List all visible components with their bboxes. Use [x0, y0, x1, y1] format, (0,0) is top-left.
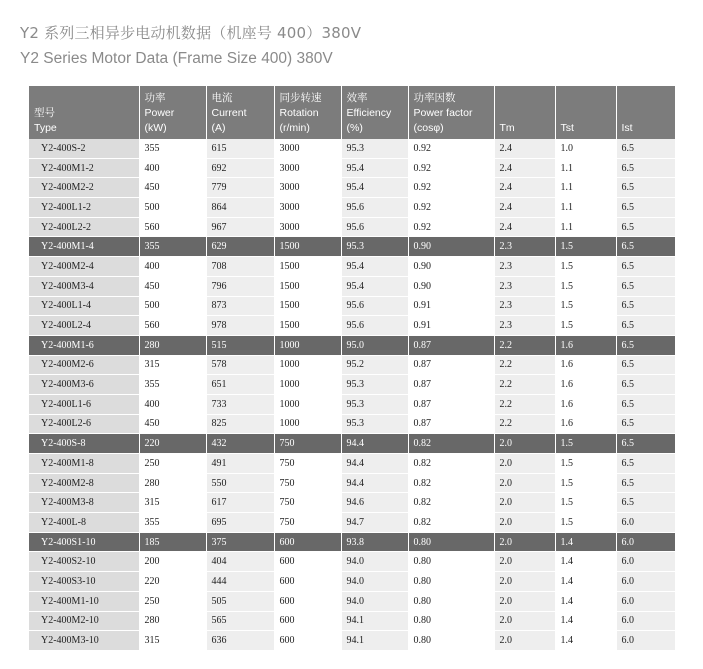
cell-ist: 6.5 — [616, 198, 675, 218]
cell-tm: 2.0 — [494, 572, 555, 592]
cell-ist: 6.0 — [616, 513, 675, 533]
table-row — [29, 355, 675, 375]
cell-rotation: 1500 — [274, 237, 341, 257]
cell-rotation: 600 — [274, 631, 341, 651]
cell-tst: 1.6 — [555, 414, 616, 434]
column-header-power-line: Power — [144, 107, 175, 119]
column-header-current — [206, 86, 274, 139]
cell-current: 550 — [206, 473, 274, 493]
column-header-tm — [494, 86, 555, 139]
cell-efficiency: 94.4 — [341, 434, 408, 454]
cell-current: 779 — [206, 178, 274, 198]
column-header-ist-line: Ist — [621, 122, 633, 134]
motor-data-table — [29, 86, 675, 651]
cell-tm: 2.0 — [494, 513, 555, 533]
cell-tst: 1.6 — [555, 375, 616, 395]
cell-efficiency: 95.2 — [341, 355, 408, 375]
table-row — [29, 552, 675, 572]
cell-power-factor: 0.92 — [408, 198, 494, 218]
column-header-efficiency-line: 效率 — [346, 92, 368, 104]
cell-efficiency: 94.1 — [341, 611, 408, 631]
cell-rotation: 750 — [274, 454, 341, 474]
cell-type: Y2-400M1-2 — [29, 158, 139, 178]
cell-power: 280 — [139, 611, 206, 631]
cell-tm: 2.0 — [494, 454, 555, 474]
cell-ist: 6.5 — [616, 296, 675, 316]
cell-rotation: 1000 — [274, 355, 341, 375]
cell-efficiency: 94.0 — [341, 591, 408, 611]
cell-tst: 1.5 — [555, 493, 616, 513]
cell-tm: 2.0 — [494, 434, 555, 454]
cell-ist: 6.5 — [616, 454, 675, 474]
column-header-power-factor — [408, 86, 494, 139]
cell-ist: 6.5 — [616, 257, 675, 277]
column-header-tst-line: Tst — [560, 122, 574, 134]
cell-efficiency: 95.6 — [341, 217, 408, 237]
table-row — [29, 631, 675, 651]
column-header-tst — [555, 86, 616, 139]
table-row — [29, 572, 675, 592]
cell-efficiency: 95.3 — [341, 139, 408, 158]
cell-tm: 2.3 — [494, 296, 555, 316]
cell-type: Y2-400M3-8 — [29, 493, 139, 513]
cell-current: 825 — [206, 414, 274, 434]
cell-tst: 1.1 — [555, 158, 616, 178]
column-header-rotation-line: Rotation — [279, 107, 319, 119]
cell-current: 565 — [206, 611, 274, 631]
cell-tst: 1.1 — [555, 178, 616, 198]
column-header-current-line: 电流 — [211, 92, 233, 104]
cell-power: 280 — [139, 473, 206, 493]
cell-power: 450 — [139, 414, 206, 434]
cell-efficiency: 95.3 — [341, 394, 408, 414]
cell-power-factor: 0.80 — [408, 532, 494, 552]
cell-ist: 6.5 — [616, 355, 675, 375]
cell-type: Y2-400M2-2 — [29, 178, 139, 198]
column-header-type-line: 型号 — [34, 107, 55, 119]
table-row — [29, 198, 675, 218]
cell-type: Y2-400S-2 — [29, 139, 139, 158]
column-header-power-factor-line: Power factor — [413, 107, 473, 119]
cell-power-factor: 0.87 — [408, 414, 494, 434]
table-row — [29, 139, 675, 158]
cell-power-factor: 0.82 — [408, 493, 494, 513]
cell-rotation: 1500 — [274, 276, 341, 296]
cell-tst: 1.5 — [555, 513, 616, 533]
column-header-power-factor-line: 功率因数 — [413, 92, 456, 104]
cell-rotation: 1000 — [274, 375, 341, 395]
cell-efficiency: 95.0 — [341, 335, 408, 355]
cell-power: 220 — [139, 572, 206, 592]
cell-efficiency: 94.6 — [341, 493, 408, 513]
cell-power-factor: 0.92 — [408, 178, 494, 198]
cell-power-factor: 0.91 — [408, 296, 494, 316]
cell-ist: 6.5 — [616, 394, 675, 414]
cell-ist: 6.5 — [616, 217, 675, 237]
cell-type: Y2-400M1-8 — [29, 454, 139, 474]
cell-efficiency: 95.4 — [341, 158, 408, 178]
cell-power-factor: 0.87 — [408, 355, 494, 375]
cell-power: 355 — [139, 375, 206, 395]
cell-power: 355 — [139, 139, 206, 158]
cell-type: Y2-400M1-4 — [29, 237, 139, 257]
table-row — [29, 591, 675, 611]
cell-ist: 6.5 — [616, 493, 675, 513]
cell-type: Y2-400S-8 — [29, 434, 139, 454]
cell-type: Y2-400M3-6 — [29, 375, 139, 395]
cell-tm: 2.0 — [494, 473, 555, 493]
cell-current: 515 — [206, 335, 274, 355]
cell-power-factor: 0.80 — [408, 611, 494, 631]
cell-rotation: 3000 — [274, 139, 341, 158]
table-row — [29, 296, 675, 316]
cell-power: 450 — [139, 276, 206, 296]
cell-type: Y2-400S3-10 — [29, 572, 139, 592]
table-row — [29, 217, 675, 237]
cell-power-factor: 0.80 — [408, 572, 494, 592]
cell-power-factor: 0.90 — [408, 257, 494, 277]
cell-power-factor: 0.92 — [408, 158, 494, 178]
table-row — [29, 611, 675, 631]
cell-power-factor: 0.82 — [408, 454, 494, 474]
cell-ist: 6.0 — [616, 611, 675, 631]
cell-tst: 1.4 — [555, 532, 616, 552]
cell-ist: 6.0 — [616, 572, 675, 592]
cell-rotation: 600 — [274, 591, 341, 611]
cell-type: Y2-400M3-4 — [29, 276, 139, 296]
cell-current: 873 — [206, 296, 274, 316]
cell-efficiency: 94.0 — [341, 552, 408, 572]
cell-power-factor: 0.80 — [408, 631, 494, 651]
page-title-chinese: Y2 系列三相异步电动机数据（机座号 400）380V — [20, 24, 362, 42]
cell-tm: 2.3 — [494, 316, 555, 336]
cell-efficiency: 95.3 — [341, 414, 408, 434]
cell-type: Y2-400M1-6 — [29, 335, 139, 355]
cell-tm: 2.4 — [494, 139, 555, 158]
page-title-english: Y2 Series Motor Data (Frame Size 400) 380V — [20, 50, 333, 67]
cell-power: 250 — [139, 591, 206, 611]
cell-tm: 2.0 — [494, 591, 555, 611]
table-header-row — [29, 86, 675, 139]
cell-efficiency: 95.6 — [341, 316, 408, 336]
cell-power-factor: 0.87 — [408, 375, 494, 395]
cell-power-factor: 0.90 — [408, 276, 494, 296]
cell-tst: 1.5 — [555, 434, 616, 454]
cell-rotation: 3000 — [274, 198, 341, 218]
cell-efficiency: 94.4 — [341, 454, 408, 474]
cell-power: 400 — [139, 257, 206, 277]
cell-current: 375 — [206, 532, 274, 552]
cell-rotation: 1000 — [274, 335, 341, 355]
cell-power: 315 — [139, 355, 206, 375]
cell-power: 400 — [139, 394, 206, 414]
cell-efficiency: 95.4 — [341, 257, 408, 277]
cell-tm: 2.3 — [494, 276, 555, 296]
cell-power: 185 — [139, 532, 206, 552]
cell-ist: 6.5 — [616, 375, 675, 395]
column-header-tm-line: Tm — [499, 122, 515, 134]
table-row — [29, 257, 675, 277]
cell-ist: 6.5 — [616, 158, 675, 178]
cell-current: 692 — [206, 158, 274, 178]
table-row — [29, 178, 675, 198]
cell-efficiency: 95.4 — [341, 178, 408, 198]
cell-rotation: 3000 — [274, 158, 341, 178]
column-header-power-factor-line: (cosφ) — [413, 122, 444, 134]
cell-type: Y2-400L2-2 — [29, 217, 139, 237]
cell-current: 629 — [206, 237, 274, 257]
cell-power: 315 — [139, 493, 206, 513]
cell-power-factor: 0.82 — [408, 434, 494, 454]
cell-current: 796 — [206, 276, 274, 296]
cell-tst: 1.4 — [555, 591, 616, 611]
cell-power: 220 — [139, 434, 206, 454]
cell-efficiency: 94.0 — [341, 572, 408, 592]
cell-tst: 1.5 — [555, 257, 616, 277]
cell-type: Y2-400M2-6 — [29, 355, 139, 375]
cell-power: 450 — [139, 178, 206, 198]
cell-current: 615 — [206, 139, 274, 158]
column-header-rotation-line: 同步转速 — [279, 92, 322, 104]
cell-tm: 2.0 — [494, 611, 555, 631]
cell-efficiency: 94.1 — [341, 631, 408, 651]
cell-current: 651 — [206, 375, 274, 395]
cell-rotation: 750 — [274, 434, 341, 454]
cell-tm: 2.4 — [494, 158, 555, 178]
table-row — [29, 335, 675, 355]
cell-power: 355 — [139, 237, 206, 257]
table-row — [29, 493, 675, 513]
cell-efficiency: 95.3 — [341, 375, 408, 395]
cell-current: 708 — [206, 257, 274, 277]
cell-ist: 6.5 — [616, 276, 675, 296]
cell-tst: 1.6 — [555, 355, 616, 375]
cell-current: 578 — [206, 355, 274, 375]
cell-rotation: 600 — [274, 572, 341, 592]
cell-power-factor: 0.87 — [408, 335, 494, 355]
cell-power: 200 — [139, 552, 206, 572]
cell-ist: 6.0 — [616, 631, 675, 651]
table-row — [29, 276, 675, 296]
cell-tst: 1.5 — [555, 454, 616, 474]
cell-current: 617 — [206, 493, 274, 513]
cell-efficiency: 95.4 — [341, 276, 408, 296]
cell-tm: 2.0 — [494, 552, 555, 572]
cell-power-factor: 0.90 — [408, 237, 494, 257]
cell-tst: 1.6 — [555, 335, 616, 355]
cell-power-factor: 0.92 — [408, 217, 494, 237]
table-row — [29, 473, 675, 493]
cell-tm: 2.2 — [494, 375, 555, 395]
table-row — [29, 454, 675, 474]
cell-power: 355 — [139, 513, 206, 533]
cell-ist: 6.5 — [616, 335, 675, 355]
cell-efficiency: 95.3 — [341, 237, 408, 257]
cell-ist: 6.0 — [616, 552, 675, 572]
cell-type: Y2-400L2-6 — [29, 414, 139, 434]
cell-tst: 1.5 — [555, 316, 616, 336]
cell-tst: 1.1 — [555, 198, 616, 218]
cell-current: 491 — [206, 454, 274, 474]
cell-type: Y2-400M1-10 — [29, 591, 139, 611]
cell-current: 505 — [206, 591, 274, 611]
cell-power: 400 — [139, 158, 206, 178]
cell-tm: 2.2 — [494, 335, 555, 355]
cell-rotation: 1500 — [274, 296, 341, 316]
column-header-efficiency — [341, 86, 408, 139]
cell-rotation: 600 — [274, 611, 341, 631]
cell-power: 250 — [139, 454, 206, 474]
column-header-type-line: Type — [34, 122, 57, 134]
cell-tst: 1.6 — [555, 394, 616, 414]
cell-rotation: 750 — [274, 513, 341, 533]
cell-tm: 2.0 — [494, 631, 555, 651]
cell-efficiency: 95.6 — [341, 296, 408, 316]
cell-rotation: 750 — [274, 493, 341, 513]
column-header-power-line: 功率 — [144, 92, 166, 104]
cell-power-factor: 0.87 — [408, 394, 494, 414]
column-header-rotation-line: (r/min) — [279, 122, 310, 134]
cell-type: Y2-400L1-4 — [29, 296, 139, 316]
cell-type: Y2-400S2-10 — [29, 552, 139, 572]
cell-rotation: 3000 — [274, 178, 341, 198]
cell-efficiency: 93.8 — [341, 532, 408, 552]
column-header-type — [29, 86, 139, 139]
cell-tst: 1.4 — [555, 611, 616, 631]
column-header-efficiency-line: Efficiency — [346, 107, 392, 119]
cell-power-factor: 0.82 — [408, 473, 494, 493]
cell-power-factor: 0.92 — [408, 139, 494, 158]
cell-type: Y2-400L1-2 — [29, 198, 139, 218]
cell-efficiency: 94.4 — [341, 473, 408, 493]
cell-tm: 2.3 — [494, 237, 555, 257]
cell-rotation: 1500 — [274, 316, 341, 336]
cell-power-factor: 0.80 — [408, 552, 494, 572]
cell-ist: 6.5 — [616, 178, 675, 198]
cell-tst: 1.4 — [555, 552, 616, 572]
cell-power: 560 — [139, 217, 206, 237]
cell-tst: 1.1 — [555, 217, 616, 237]
cell-type: Y2-400M2-4 — [29, 257, 139, 277]
cell-tm: 2.2 — [494, 355, 555, 375]
table-body — [29, 139, 675, 650]
cell-rotation: 750 — [274, 473, 341, 493]
cell-tst: 1.4 — [555, 572, 616, 592]
cell-type: Y2-400M2-10 — [29, 611, 139, 631]
cell-tm: 2.2 — [494, 394, 555, 414]
column-header-power-line: (kW) — [144, 122, 167, 134]
cell-current: 404 — [206, 552, 274, 572]
cell-current: 444 — [206, 572, 274, 592]
table-row — [29, 434, 675, 454]
cell-current: 864 — [206, 198, 274, 218]
cell-type: Y2-400M2-8 — [29, 473, 139, 493]
column-header-ist — [616, 86, 675, 139]
cell-rotation: 1000 — [274, 394, 341, 414]
cell-tm: 2.3 — [494, 257, 555, 277]
cell-rotation: 1000 — [274, 414, 341, 434]
cell-ist: 6.5 — [616, 414, 675, 434]
cell-tm: 2.0 — [494, 493, 555, 513]
cell-ist: 6.5 — [616, 473, 675, 493]
cell-tm: 2.4 — [494, 217, 555, 237]
table-row — [29, 237, 675, 257]
table-row — [29, 316, 675, 336]
column-header-rotation — [274, 86, 341, 139]
table-row — [29, 513, 675, 533]
cell-rotation: 1500 — [274, 257, 341, 277]
cell-tm: 2.0 — [494, 532, 555, 552]
cell-type: Y2-400M3-10 — [29, 631, 139, 651]
cell-tst: 1.5 — [555, 276, 616, 296]
cell-rotation: 600 — [274, 552, 341, 572]
cell-current: 967 — [206, 217, 274, 237]
cell-tm: 2.4 — [494, 198, 555, 218]
cell-efficiency: 94.7 — [341, 513, 408, 533]
cell-power-factor: 0.80 — [408, 591, 494, 611]
table-row — [29, 158, 675, 178]
cell-tst: 1.5 — [555, 237, 616, 257]
cell-ist: 6.0 — [616, 591, 675, 611]
cell-current: 432 — [206, 434, 274, 454]
column-header-efficiency-line: (%) — [346, 122, 363, 134]
cell-type: Y2-400L-8 — [29, 513, 139, 533]
table-row — [29, 414, 675, 434]
cell-power: 280 — [139, 335, 206, 355]
cell-tst: 1.4 — [555, 631, 616, 651]
column-header-current-line: (A) — [211, 122, 226, 134]
cell-power: 500 — [139, 198, 206, 218]
cell-current: 733 — [206, 394, 274, 414]
table-row — [29, 394, 675, 414]
cell-ist: 6.5 — [616, 139, 675, 158]
cell-ist: 6.5 — [616, 316, 675, 336]
cell-ist: 6.5 — [616, 434, 675, 454]
cell-type: Y2-400L2-4 — [29, 316, 139, 336]
cell-type: Y2-400S1-10 — [29, 532, 139, 552]
cell-rotation: 3000 — [274, 217, 341, 237]
cell-power-factor: 0.82 — [408, 513, 494, 533]
cell-current: 978 — [206, 316, 274, 336]
cell-power: 560 — [139, 316, 206, 336]
table-row — [29, 532, 675, 552]
cell-efficiency: 95.6 — [341, 198, 408, 218]
column-header-current-line: Current — [211, 107, 247, 119]
cell-power-factor: 0.91 — [408, 316, 494, 336]
cell-tst: 1.5 — [555, 296, 616, 316]
cell-current: 636 — [206, 631, 274, 651]
cell-ist: 6.0 — [616, 532, 675, 552]
cell-current: 695 — [206, 513, 274, 533]
cell-ist: 6.5 — [616, 237, 675, 257]
cell-tm: 2.4 — [494, 178, 555, 198]
table-row — [29, 375, 675, 395]
cell-tst: 1.0 — [555, 139, 616, 158]
cell-tm: 2.2 — [494, 414, 555, 434]
cell-power: 500 — [139, 296, 206, 316]
column-header-power — [139, 86, 206, 139]
cell-tst: 1.5 — [555, 473, 616, 493]
cell-type: Y2-400L1-6 — [29, 394, 139, 414]
cell-rotation: 600 — [274, 532, 341, 552]
cell-power: 315 — [139, 631, 206, 651]
